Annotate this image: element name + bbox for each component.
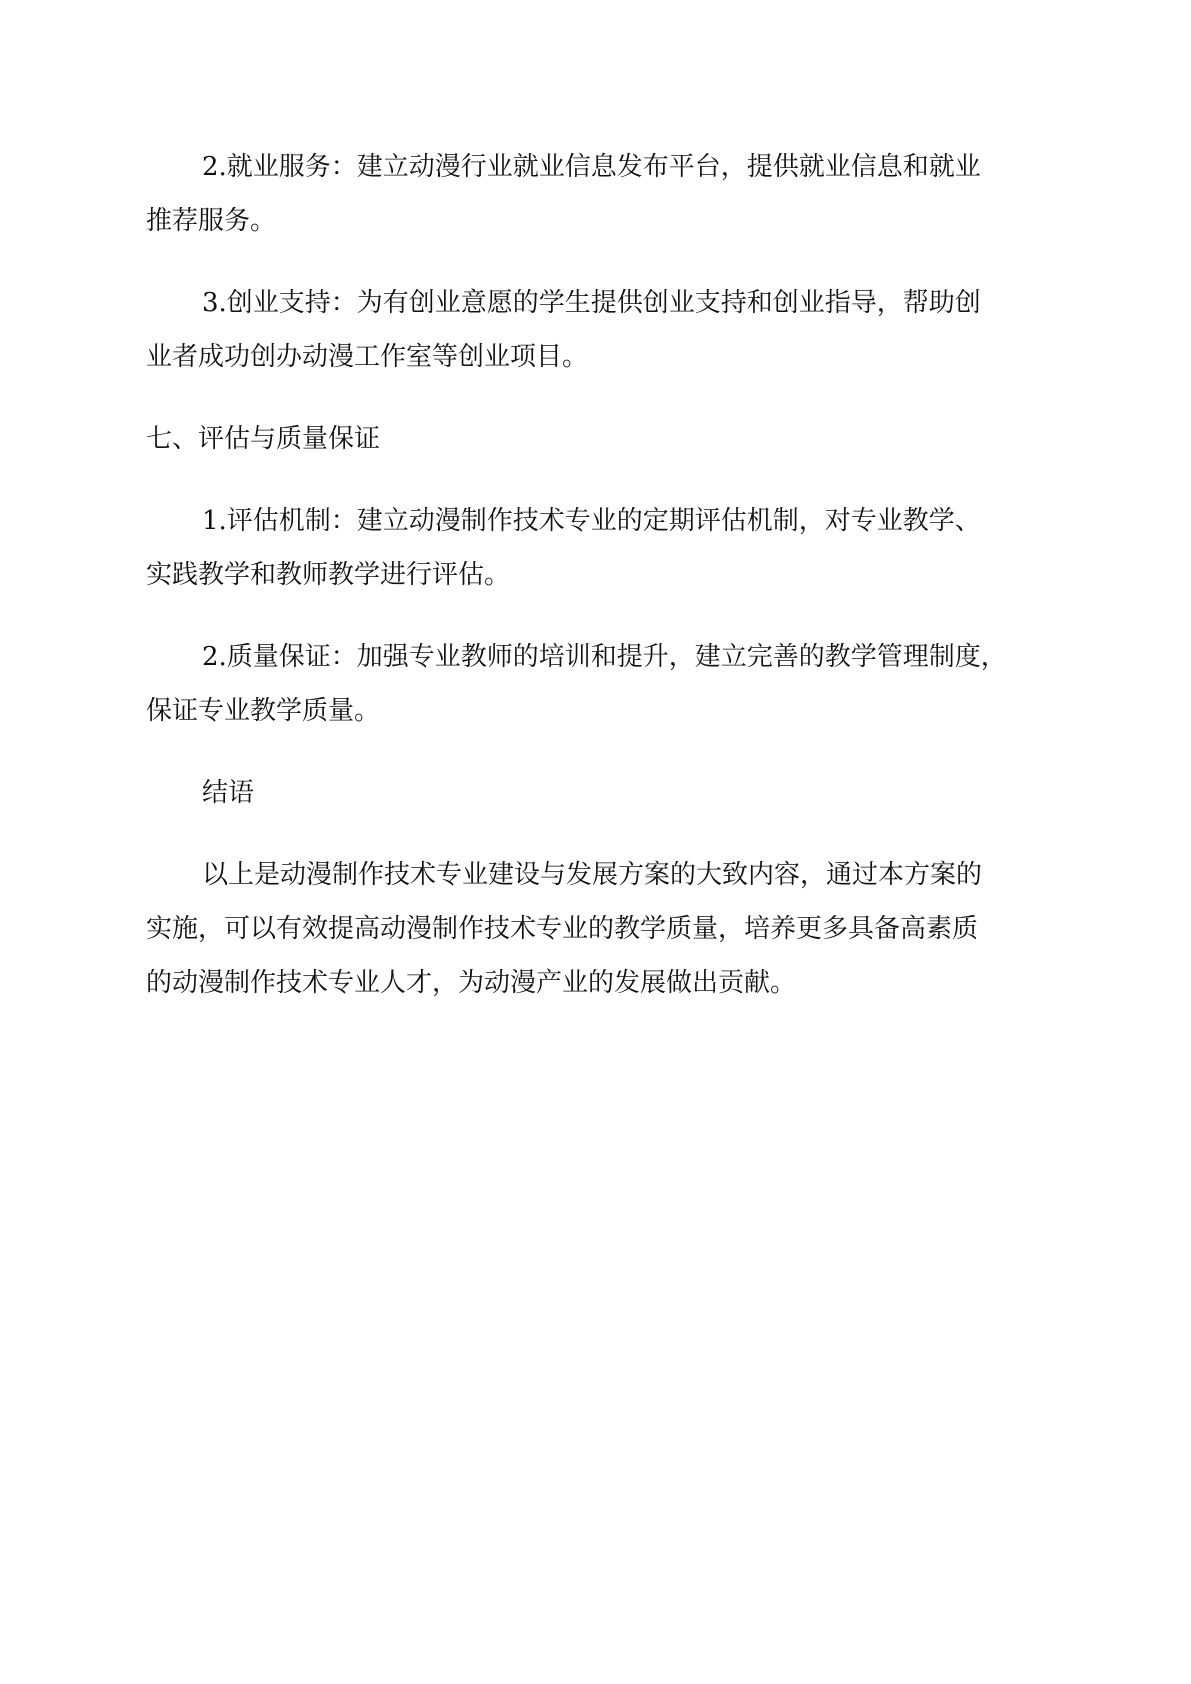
paragraph-line: 的动漫制作技术专业人才，为动漫产业的发展做出贡献。 <box>146 968 797 998</box>
paragraph-line: 保证专业教学质量。 <box>146 696 381 726</box>
paragraph-line: 实施，可以有效提高动漫制作技术专业的教学质量，培养更多具备高素质 <box>146 914 979 944</box>
paragraph-quality-assurance <box>146 630 1070 738</box>
paragraph-line: 2.就业服务：建立动漫行业就业信息发布平台，提供就业信息和就业 <box>202 152 981 182</box>
paragraph-conclusion <box>146 848 1070 1010</box>
section-heading-evaluation: 七、评估与质量保证 <box>146 424 381 454</box>
document-body <box>146 140 1070 1038</box>
paragraph-line: 业者成功创办动漫工作室等创业项目。 <box>146 342 589 372</box>
paragraph-line: 推荐服务。 <box>146 206 277 236</box>
paragraph-line: 以上是动漫制作技术专业建设与发展方案的大致内容，通过本方案的 <box>202 860 983 890</box>
paragraph-line: 1.评估机制：建立动漫制作技术专业的定期评估机制，对专业教学、 <box>202 506 981 536</box>
paragraph-startup-support <box>146 276 1070 384</box>
paragraph-evaluation-mechanism <box>146 494 1070 602</box>
conclusion-title: 结语 <box>202 778 255 808</box>
conclusion-heading <box>146 766 1070 820</box>
paragraph-employment-service <box>146 140 1070 248</box>
paragraph-line: 实践教学和教师教学进行评估。 <box>146 560 511 590</box>
paragraph-line: 2.质量保证：加强专业教师的培训和提升，建立完善的教学管理制度， <box>202 642 1007 672</box>
paragraph-line: 3.创业支持：为有创业意愿的学生提供创业支持和创业指导，帮助创 <box>202 288 981 318</box>
